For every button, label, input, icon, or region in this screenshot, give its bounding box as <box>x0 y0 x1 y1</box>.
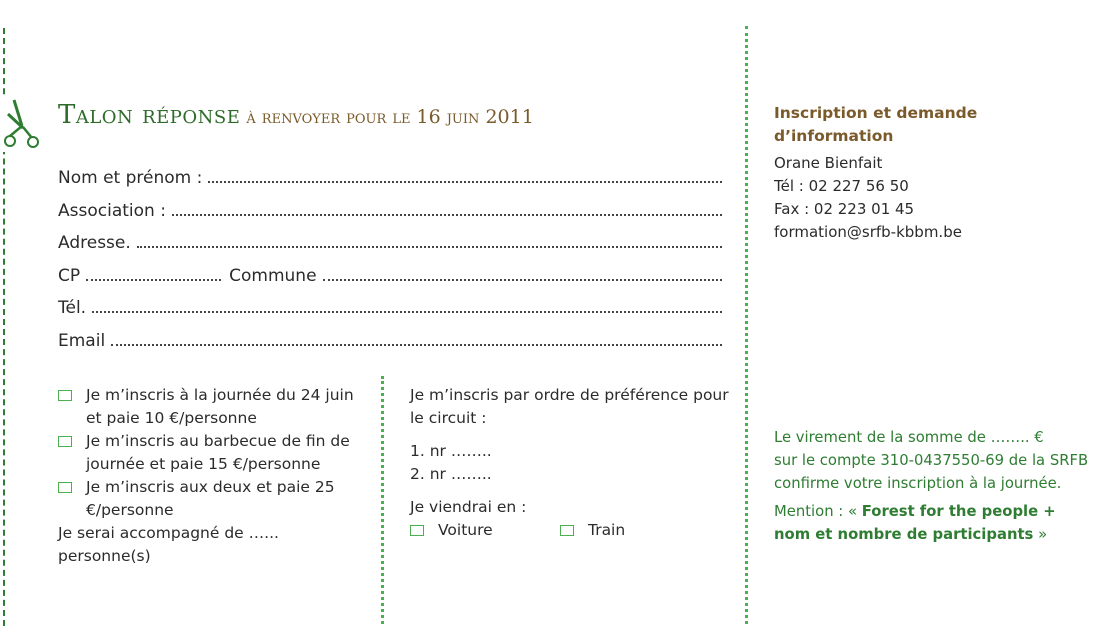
circuit-options <box>410 384 730 542</box>
payment-line-3: confirme votre inscription à la journée. <box>774 475 1062 492</box>
checkbox-icon[interactable] <box>58 482 72 493</box>
contact-fax: Fax : 02 223 01 45 <box>774 200 915 218</box>
circuit-choice-2[interactable]: 2. nr …….. <box>410 465 492 483</box>
main-divider <box>745 26 748 624</box>
field-email-label: Email <box>58 330 106 351</box>
contact-info <box>774 102 1094 244</box>
option-day-label: Je m’inscris à la journée du 24 juin et paie 10 €/personne <box>86 386 354 427</box>
field-association-line[interactable] <box>172 203 722 216</box>
column-divider <box>381 376 384 624</box>
scissors-icon <box>2 96 40 152</box>
circuit-intro: Je m’inscris par ordre de préférence pour le circuit : <box>410 386 729 427</box>
payment-info <box>774 426 1094 546</box>
checkbox-icon[interactable] <box>410 525 424 536</box>
field-association-label: Association : <box>58 200 166 221</box>
title-sub: à renvoyer pour le 16 juin 2011 <box>246 106 534 128</box>
form-title <box>58 100 534 130</box>
circuit-choice-1[interactable]: 1. nr …….. <box>410 442 492 460</box>
payment-mention <box>774 500 1094 546</box>
field-address-label: Adresse. <box>58 233 131 254</box>
transport-options <box>410 519 730 542</box>
field-tel-label: Tél. <box>58 298 87 319</box>
field-address-line[interactable] <box>137 235 722 248</box>
mention-bold: Forest for the people + nom et nombre de participants <box>774 503 1056 543</box>
option-both-label: Je m’inscris aux deux et paie 25 €/personne <box>86 478 335 519</box>
title-main: Talon réponse <box>58 100 241 130</box>
option-day[interactable] <box>58 384 368 430</box>
registration-options <box>58 384 368 568</box>
option-barbecue-label: Je m’inscris au barbecue de fin de journée et paie 15 €/personne <box>86 432 350 473</box>
field-cp-label: CP <box>58 265 81 286</box>
accompanied-line: Je serai accompagné de …... personne(s) <box>58 524 279 565</box>
payment-line-2: sur le compte 310-0437550-69 de la SRFB <box>774 452 1089 469</box>
contact-email[interactable]: formation@srfb-kbbm.be <box>774 223 962 241</box>
checkbox-icon[interactable] <box>560 525 574 536</box>
field-name-label: Nom et prénom : <box>58 168 203 188</box>
option-barbecue[interactable] <box>58 430 368 476</box>
option-both[interactable] <box>58 476 368 522</box>
field-cp-line[interactable] <box>86 268 221 281</box>
field-cp-commune[interactable] <box>58 266 722 299</box>
contact-phone: Tél : 02 227 56 50 <box>774 177 909 195</box>
transport-car[interactable] <box>410 519 560 542</box>
checkbox-icon[interactable] <box>58 436 72 447</box>
mention-prefix: Mention : « <box>774 503 858 520</box>
contact-form <box>58 168 722 364</box>
transport-train-label: Train <box>588 521 626 539</box>
contact-name: Orane Bienfait <box>774 154 883 172</box>
contact-heading: Inscription et demande d’information <box>774 104 978 145</box>
field-address[interactable] <box>58 233 722 266</box>
field-email[interactable] <box>58 331 722 364</box>
payment-line-1: Le virement de la somme de …….. € <box>774 429 1044 446</box>
transport-train[interactable] <box>560 519 710 542</box>
transport-car-label: Voiture <box>438 521 493 539</box>
field-tel-line[interactable] <box>92 300 722 313</box>
field-tel[interactable] <box>58 298 722 331</box>
field-name-line[interactable] <box>208 170 722 183</box>
field-association[interactable] <box>58 201 722 234</box>
mention-suffix: » <box>1038 526 1048 543</box>
field-commune-line[interactable] <box>323 268 722 281</box>
checkbox-icon[interactable] <box>58 390 72 401</box>
field-commune-label: Commune <box>229 265 317 286</box>
field-email-line[interactable] <box>111 333 722 346</box>
transport-label: Je viendrai en : <box>410 498 527 516</box>
field-name[interactable] <box>58 168 722 201</box>
